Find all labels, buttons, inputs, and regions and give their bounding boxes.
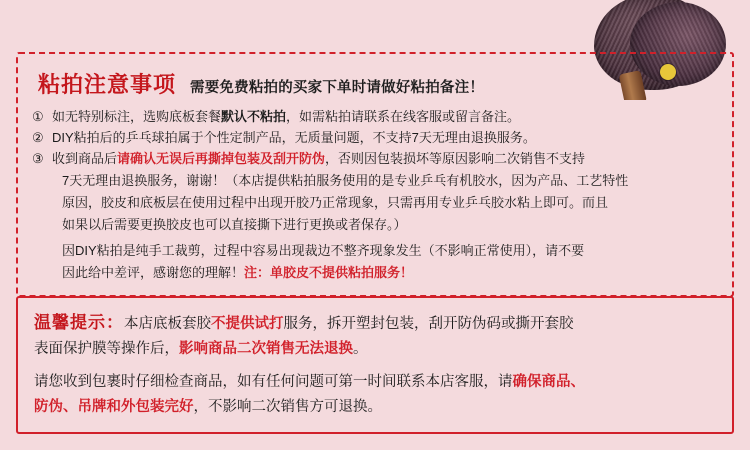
notice-title: 粘拍注意事项	[38, 72, 177, 97]
tip-line3-part1: 请您收到包裹时仔细检查商品，如有任何问题可第一时间联系本店客服，请	[34, 374, 513, 390]
tip-line4-highlight: 防伪、吊牌和外包装完好	[34, 399, 194, 415]
tip-line-2	[34, 337, 716, 362]
list-item	[32, 128, 718, 148]
item1-part3: ，如需粘拍请联系在线客服或留言备注。	[286, 109, 521, 124]
tip-line-3	[34, 370, 716, 395]
notice-footer-line2	[62, 263, 718, 283]
tip-line2-part3: 。	[353, 341, 368, 357]
notice-subtitle: 需要免费粘拍的买家下单时请做好粘拍备注！	[190, 80, 485, 96]
item1-part1: 如无特别标注，选购底板套餐	[52, 109, 222, 124]
tip-line2-highlight: 影响商品二次销售无法退换	[179, 341, 353, 357]
tip-line-1	[34, 310, 716, 337]
item3-part3: ，否则因包装损坏等原因影响二次销售不支持	[325, 151, 586, 166]
list-item-number: ③	[32, 151, 44, 166]
tip-box	[16, 296, 734, 434]
notice-box	[16, 52, 734, 297]
item3-part1: 收到商品后	[52, 151, 118, 166]
list-item-number: ①	[32, 109, 44, 124]
notice-header	[38, 68, 718, 99]
list-item	[32, 107, 718, 127]
list-item-text	[52, 149, 718, 169]
tip-line1-highlight: 不提供试打	[211, 316, 284, 332]
list-item-text	[52, 107, 718, 127]
tip-line1-part1: 本店底板套胶	[124, 316, 211, 332]
tip-label: 温馨提示：	[34, 313, 124, 332]
tip-line4-part2: ，不影响二次销售方可退换。	[193, 399, 382, 415]
tip-line2-part1: 表面保护膜等操作后，	[34, 341, 179, 357]
item3-continuation-line1: 7天无理由退换服务，谢谢！（本店提供粘拍服务使用的是专业乒乓有机胶水，因为产品、工艺特性	[62, 173, 629, 188]
list-item-number: ②	[32, 130, 44, 145]
notice-list	[32, 107, 718, 169]
footer-highlight: 注：单胶皮不提供粘拍服务！	[244, 265, 414, 280]
item1-part2: 默认不粘拍	[221, 109, 287, 124]
tip-line1-part3: 服务，拆开塑封包装，刮开防伪码或撕开套胶	[283, 316, 574, 332]
item3-continuation-line3: 如果以后需要更换胶皮也可以直接撕下进行更换或者保存。）	[62, 217, 407, 232]
item3-highlight: 请确认无误后再撕掉包装及刮开防伪	[117, 151, 326, 166]
list-item	[32, 149, 718, 169]
item3-continuation-line2: 原因，胶皮和底板层在使用过程中出现开胶乃正常现象，只需再用专业乒乓胶水粘上即可。而且	[62, 195, 609, 210]
notice-footer-line1: 因DIY粘拍是纯手工裁剪，过程中容易出现裁边不整齐现象发生（不影响正常使用），请不要	[62, 243, 585, 258]
list-item-text: DIY粘拍后的乒乓球拍属于个性定制产品，无质量问题，不支持7天无理由退换服务。	[52, 130, 536, 145]
tip-line3-highlight: 确保商品、	[512, 374, 585, 390]
tip-line-4	[34, 395, 716, 420]
footer-text: 因此给中差评，感谢您的理解！	[62, 265, 245, 280]
